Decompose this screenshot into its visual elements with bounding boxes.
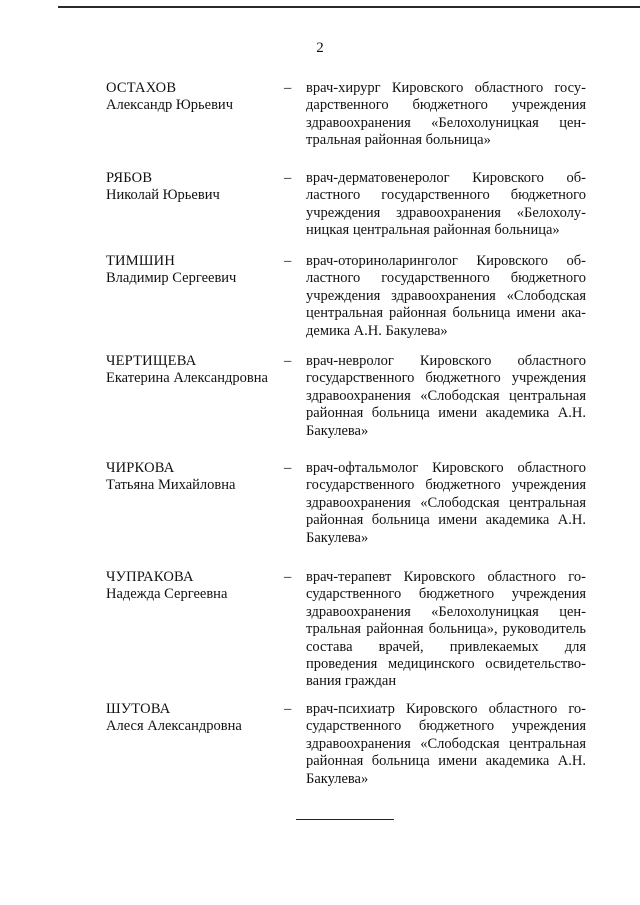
page-number: 2: [316, 40, 324, 56]
member-name: [106, 353, 286, 387]
member-given-names: Алеся Александровна: [106, 718, 242, 734]
member-name: [106, 80, 286, 114]
member-name: [106, 569, 286, 603]
member-role: врач-хирург Кировского областного государственного бюджетного учреждения здравоохранения «Белохолуницкая центральная районная больница»: [306, 80, 586, 149]
separator-dash: –: [284, 253, 292, 269]
member-name: [106, 701, 286, 735]
member-given-names: Николай Юрьевич: [106, 187, 220, 203]
top-border-line: [58, 6, 640, 8]
member-role: врач-дерматовенеролог Кировского областного государственного бюджетного учреждения здравоохранения «Белохолуницкая центральная районная больница»: [306, 170, 586, 239]
member-role: врач-невролог Кировского областного государственного бюджетного учреждения здравоохранения «Слободская центральная районная больница имени академика А.Н. Бакулева»: [306, 353, 586, 439]
member-surname: ТИМШИН: [106, 253, 175, 269]
separator-dash: –: [284, 569, 292, 585]
separator-dash: –: [284, 701, 292, 717]
member-name: [106, 460, 286, 494]
member-surname: ЧЕРТИЩЕВА: [106, 353, 197, 369]
member-role: врач-оториноларинголог Кировского областного государственного бюджетного учреждения здравоохранения «Слободская центральная районная больница имени академика А.Н. Бакулева»: [306, 253, 586, 339]
member-surname: ЧИРКОВА: [106, 460, 175, 476]
member-role: врач-психиатр Кировского областного государственного бюджетного учреждения здравоохранения «Слободская центральная районная больница имени академика А.Н. Бакулева»: [306, 701, 586, 787]
member-surname: РЯБОВ: [106, 170, 153, 186]
member-surname: ЧУПРАКОВА: [106, 569, 194, 585]
separator-dash: –: [284, 170, 292, 186]
member-given-names: Надежда Сергеевна: [106, 586, 228, 602]
member-given-names: Екатерина Александровна: [106, 370, 268, 386]
member-given-names: Владимир Сергеевич: [106, 270, 237, 286]
member-role: врач-терапевт Кировского областного государственного бюджетного учреждения здравоохранения «Белохолуницкая центральная районная больница», руководитель состава врачей, привлекаемых для проведения медицинского освидетельствования граждан: [306, 569, 586, 690]
separator-dash: –: [284, 460, 292, 476]
member-role: врач-офтальмолог Кировского областного государственного бюджетного учреждения здравоохранения «Слободская центральная районная больница имени академика А.Н. Бакулева»: [306, 460, 586, 546]
separator-dash: –: [284, 80, 292, 96]
member-surname: ШУТОВА: [106, 701, 171, 717]
member-surname: ОСТАХОВ: [106, 80, 177, 96]
member-given-names: Татьяна Михайловна: [106, 477, 236, 493]
member-name: [106, 253, 286, 287]
member-name: [106, 170, 286, 204]
closing-line: [296, 819, 394, 820]
separator-dash: –: [284, 353, 292, 369]
member-given-names: Александр Юрьевич: [106, 97, 233, 113]
